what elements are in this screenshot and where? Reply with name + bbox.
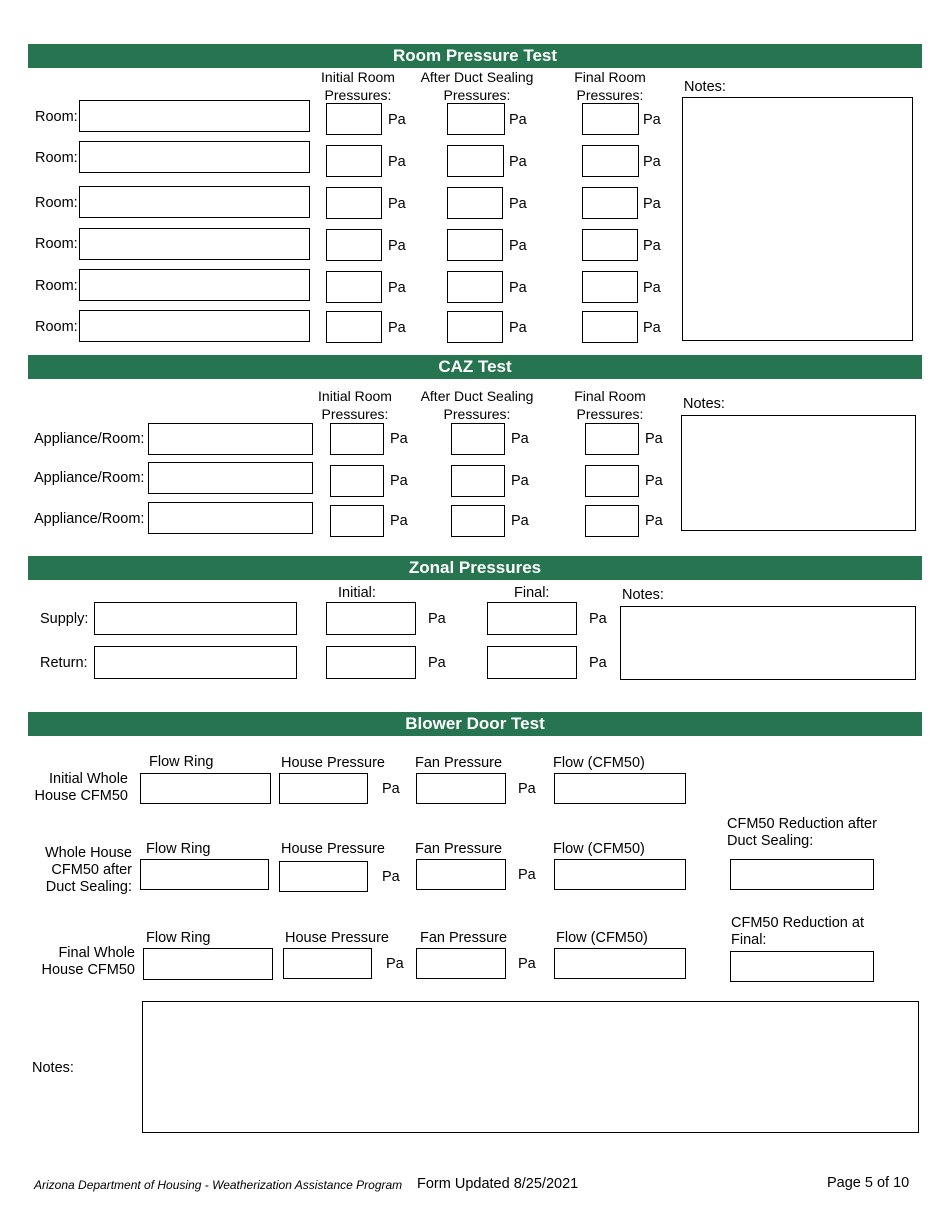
pa-unit: Pa (511, 473, 529, 489)
pa-unit: Pa (382, 781, 400, 797)
fan-pressure-label: Fan Pressure (420, 930, 508, 946)
room-initial-input[interactable] (326, 271, 382, 303)
caz-final-input[interactable] (585, 505, 639, 537)
blower-notes-field[interactable] (142, 1001, 919, 1133)
cfm50-reduction-final-input[interactable] (730, 951, 874, 982)
house-pressure-label: House Pressure (281, 755, 385, 771)
caz-after-input[interactable] (451, 505, 505, 537)
return-label: Return: (40, 655, 88, 671)
room-final-input[interactable] (582, 271, 638, 303)
flow-ring-input[interactable] (143, 948, 273, 980)
room-name-input[interactable] (79, 186, 310, 218)
appliance-room-label: Appliance/Room: (34, 511, 145, 527)
caz-col-after-header: After Duct Sealing Pressures: (420, 388, 534, 422)
pa-unit: Pa (509, 196, 527, 212)
pa-unit: Pa (509, 320, 527, 336)
caz-col-initial-header: Initial Room Pressures: (318, 388, 392, 422)
room-name-input[interactable] (79, 100, 310, 132)
pa-unit: Pa (388, 320, 406, 336)
room-final-input[interactable] (582, 229, 638, 261)
pa-unit: Pa (643, 154, 661, 170)
house-pressure-label: House Pressure (281, 841, 385, 857)
pa-unit: Pa (428, 655, 446, 671)
pa-unit: Pa (518, 867, 536, 883)
pa-unit: Pa (388, 154, 406, 170)
return-input[interactable] (94, 646, 297, 679)
footer-form-updated: Form Updated 8/25/2021 (417, 1176, 579, 1192)
pa-unit: Pa (589, 611, 607, 627)
fan-pressure-label: Fan Pressure (415, 755, 503, 771)
room-name-input[interactable] (79, 141, 310, 173)
room-initial-input[interactable] (326, 311, 382, 343)
room-final-input[interactable] (582, 145, 639, 177)
cfm50-reduction-final-label: CFM50 Reduction at Final: (731, 915, 864, 948)
room-label: Room: (35, 236, 78, 252)
caz-initial-input[interactable] (330, 465, 384, 497)
pa-unit: Pa (509, 280, 527, 296)
pa-unit: Pa (388, 280, 406, 296)
flow-cfm50-input[interactable] (554, 948, 686, 979)
room-final-input[interactable] (582, 103, 639, 135)
pa-unit: Pa (509, 238, 527, 254)
room-col-initial-header: Initial Room Pressures: (321, 69, 395, 103)
pa-unit: Pa (645, 431, 663, 447)
flow-ring-label: Flow Ring (149, 754, 214, 770)
cfm50-reduction-after-input[interactable] (730, 859, 874, 890)
caz-initial-input[interactable] (330, 423, 384, 455)
pa-unit: Pa (589, 655, 607, 671)
initial-whole-house-label: Initial Whole House CFM50 (34, 771, 128, 804)
flow-cfm50-label: Flow (CFM50) (553, 841, 645, 857)
caz-col-final-header: Final Room Pressures: (574, 388, 646, 422)
room-final-input[interactable] (582, 311, 638, 343)
supply-input[interactable] (94, 602, 297, 635)
pa-unit: Pa (643, 320, 661, 336)
room-after-input[interactable] (447, 271, 503, 303)
flow-cfm50-input[interactable] (554, 859, 686, 890)
pa-unit: Pa (390, 473, 408, 489)
room-after-input[interactable] (447, 229, 503, 261)
footer-agency: Arizona Department of Housing - Weatherization Assistance Program (34, 1178, 403, 1192)
room-after-input[interactable] (447, 311, 503, 343)
room-notes-field[interactable] (682, 97, 913, 341)
caz-notes-field[interactable] (681, 415, 916, 531)
zonal-notes-field[interactable] (620, 606, 916, 680)
pa-unit: Pa (428, 611, 446, 627)
flow-cfm50-label: Flow (CFM50) (553, 755, 645, 771)
flow-cfm50-input[interactable] (554, 773, 686, 804)
pa-unit: Pa (645, 473, 663, 489)
room-initial-input[interactable] (326, 103, 382, 135)
pa-unit: Pa (388, 112, 406, 128)
house-pressure-input[interactable] (279, 773, 368, 804)
room-initial-input[interactable] (326, 187, 382, 219)
room-name-input[interactable] (79, 228, 310, 260)
pa-unit: Pa (386, 956, 404, 972)
room-col-final-header: Final Room Pressures: (574, 69, 646, 103)
fan-pressure-label: Fan Pressure (415, 841, 503, 857)
flow-ring-input[interactable] (140, 859, 269, 890)
caz-after-input[interactable] (451, 465, 505, 497)
fan-pressure-input[interactable] (416, 948, 506, 979)
pa-unit: Pa (643, 280, 661, 296)
appliance-room-input[interactable] (148, 423, 313, 455)
pa-unit: Pa (388, 238, 406, 254)
return-final-input[interactable] (487, 646, 577, 679)
blower-door-header: Blower Door Test (28, 712, 922, 736)
appliance-room-input[interactable] (148, 502, 313, 534)
appliance-room-label: Appliance/Room: (34, 431, 145, 447)
pa-unit: Pa (518, 956, 536, 972)
footer-page-number: Page 5 of 10 (827, 1175, 910, 1191)
room-after-input[interactable] (447, 187, 503, 219)
room-after-input[interactable] (447, 103, 505, 135)
pa-unit: Pa (382, 869, 400, 885)
room-col-after-header: After Duct Sealing Pressures: (420, 69, 534, 103)
caz-after-input[interactable] (451, 423, 505, 455)
caz-header: CAZ Test (28, 355, 922, 379)
flow-cfm50-label: Flow (CFM50) (556, 930, 648, 946)
return-initial-input[interactable] (326, 646, 416, 679)
pa-unit: Pa (518, 781, 536, 797)
house-pressure-input[interactable] (279, 861, 368, 892)
pa-unit: Pa (388, 196, 406, 212)
zonal-initial-header: Initial: (338, 585, 376, 601)
room-after-input[interactable] (447, 145, 504, 177)
room-initial-input[interactable] (326, 229, 382, 261)
pa-unit: Pa (643, 196, 661, 212)
cfm50-reduction-after-label: CFM50 Reduction after Duct Sealing: (727, 816, 877, 849)
appliance-room-input[interactable] (148, 462, 313, 494)
pa-unit: Pa (645, 513, 663, 529)
pa-unit: Pa (509, 112, 527, 128)
pa-unit: Pa (643, 238, 661, 254)
pa-unit: Pa (509, 154, 527, 170)
pa-unit: Pa (390, 431, 408, 447)
room-name-input[interactable] (79, 310, 310, 342)
supply-initial-input[interactable] (326, 602, 416, 635)
zonal-header: Zonal Pressures (28, 556, 922, 580)
blower-notes-label: Notes: (32, 1060, 74, 1076)
room-label: Room: (35, 109, 78, 125)
room-label: Room: (35, 150, 78, 166)
caz-initial-input[interactable] (330, 505, 384, 537)
room-name-input[interactable] (79, 269, 310, 301)
supply-label: Supply: (40, 611, 89, 627)
pa-unit: Pa (511, 431, 529, 447)
room-label: Room: (35, 278, 78, 294)
caz-final-input[interactable] (585, 465, 639, 497)
fan-pressure-input[interactable] (416, 859, 506, 890)
caz-notes-label: Notes: (683, 396, 725, 412)
final-whole-house-label: Final Whole House CFM50 (41, 945, 135, 978)
room-label: Room: (35, 195, 78, 211)
flow-ring-input[interactable] (140, 773, 271, 804)
room-initial-input[interactable] (326, 145, 382, 177)
house-pressure-label: House Pressure (285, 930, 389, 946)
zonal-notes-label: Notes: (622, 587, 664, 603)
room-pressure-header: Room Pressure Test (28, 44, 922, 68)
caz-final-input[interactable] (585, 423, 639, 455)
pa-unit: Pa (643, 112, 661, 128)
room-notes-label: Notes: (684, 79, 726, 95)
room-label: Room: (35, 319, 78, 335)
zonal-final-header: Final: (514, 585, 550, 601)
house-pressure-input[interactable] (283, 948, 372, 979)
pa-unit: Pa (511, 513, 529, 529)
flow-ring-label: Flow Ring (146, 841, 211, 857)
appliance-room-label: Appliance/Room: (34, 470, 145, 486)
fan-pressure-input[interactable] (416, 773, 506, 804)
pa-unit: Pa (390, 513, 408, 529)
supply-final-input[interactable] (487, 602, 577, 635)
room-final-input[interactable] (582, 187, 638, 219)
flow-ring-label: Flow Ring (146, 930, 211, 946)
whole-house-after-sealing-label: Whole House CFM50 after Duct Sealing: (44, 845, 132, 895)
